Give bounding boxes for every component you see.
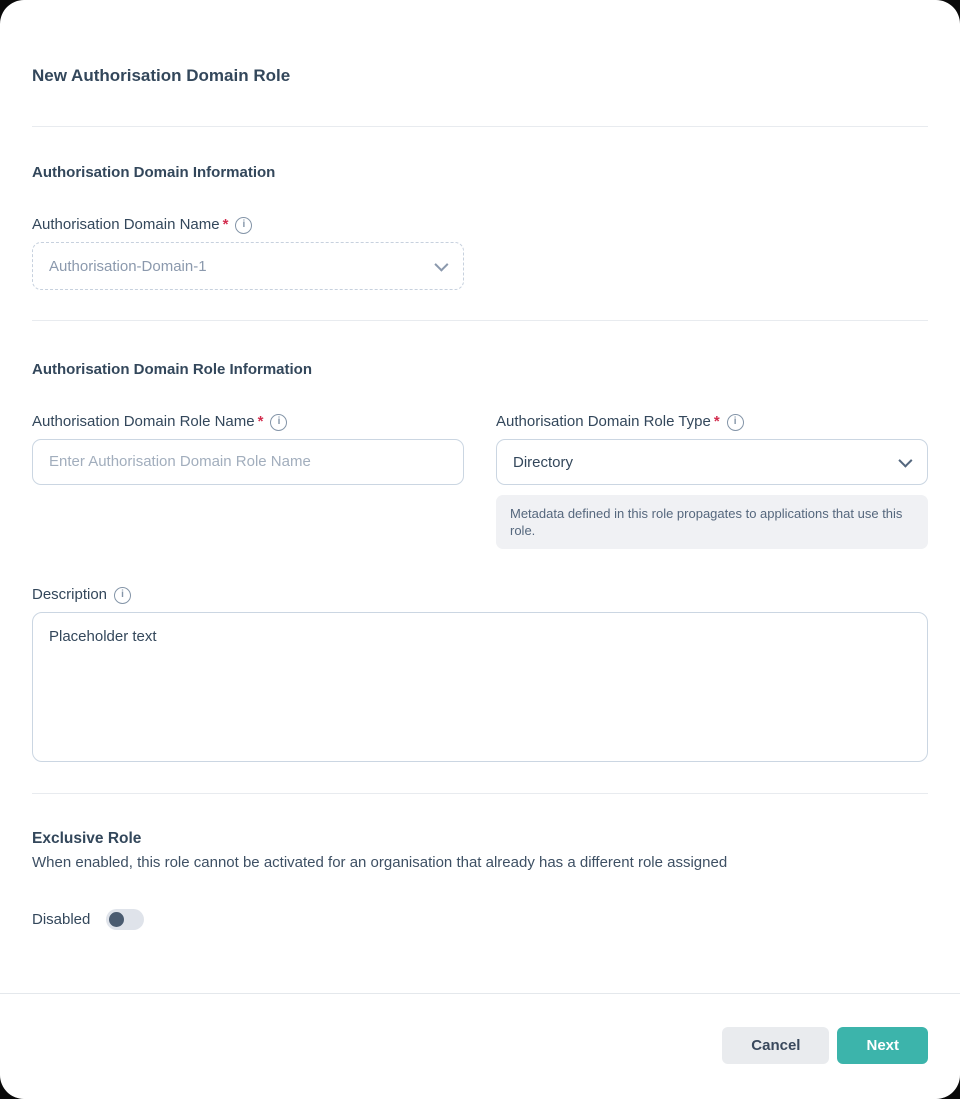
exclusive-role-description: When enabled, this role cannot be activated for an organisation that already has a different role assigned bbox=[32, 854, 728, 871]
domain-name-label-row bbox=[32, 216, 928, 234]
role-type-select-value: Directory bbox=[513, 453, 574, 471]
section-heading-domain-information: Authorisation Domain Information bbox=[32, 164, 276, 181]
toggle-knob bbox=[109, 912, 124, 927]
domain-name-label: Authorisation Domain Name bbox=[32, 216, 220, 233]
required-asterisk: * bbox=[222, 216, 229, 233]
chevron-down-icon bbox=[434, 258, 448, 272]
exclusive-role-toggle-row bbox=[32, 909, 928, 930]
section-heading-exclusive-role: Exclusive Role bbox=[32, 830, 142, 847]
footer-actions bbox=[722, 1027, 928, 1064]
cancel-button[interactable]: Cancel bbox=[722, 1027, 829, 1064]
description-textarea[interactable] bbox=[32, 612, 928, 762]
role-type-label-row bbox=[496, 413, 928, 431]
role-type-label: Authorisation Domain Role Type bbox=[496, 413, 711, 430]
role-fields-row bbox=[32, 379, 928, 549]
page-title: New Authorisation Domain Role bbox=[32, 66, 291, 85]
next-button[interactable]: Next bbox=[837, 1027, 928, 1064]
role-type-select[interactable] bbox=[496, 439, 928, 485]
domain-name-select-value: Authorisation-Domain-1 bbox=[49, 257, 207, 275]
description-label-row bbox=[32, 586, 928, 604]
role-name-label: Authorisation Domain Role Name bbox=[32, 413, 255, 430]
role-name-input[interactable] bbox=[32, 439, 464, 485]
info-icon[interactable]: i bbox=[727, 414, 744, 431]
exclusive-role-toggle[interactable] bbox=[106, 909, 144, 930]
divider bbox=[32, 320, 928, 321]
section-heading-role-information: Authorisation Domain Role Information bbox=[32, 361, 312, 378]
required-asterisk: * bbox=[713, 413, 720, 430]
divider bbox=[32, 793, 928, 794]
info-icon[interactable]: i bbox=[235, 217, 252, 234]
toggle-state-label: Disabled bbox=[32, 911, 91, 928]
footer-divider bbox=[0, 993, 960, 994]
description-label: Description bbox=[32, 586, 108, 603]
info-icon[interactable]: i bbox=[270, 414, 287, 431]
required-asterisk: * bbox=[257, 413, 264, 430]
divider bbox=[32, 126, 928, 127]
role-name-column bbox=[32, 379, 464, 485]
chevron-down-icon bbox=[898, 454, 912, 468]
role-type-helper-text: Metadata defined in this role propagates to applications that use this role. bbox=[496, 495, 928, 549]
role-type-column bbox=[496, 379, 928, 549]
info-icon[interactable]: i bbox=[114, 587, 131, 604]
domain-name-select[interactable] bbox=[32, 242, 464, 290]
role-name-label-row bbox=[32, 413, 464, 431]
